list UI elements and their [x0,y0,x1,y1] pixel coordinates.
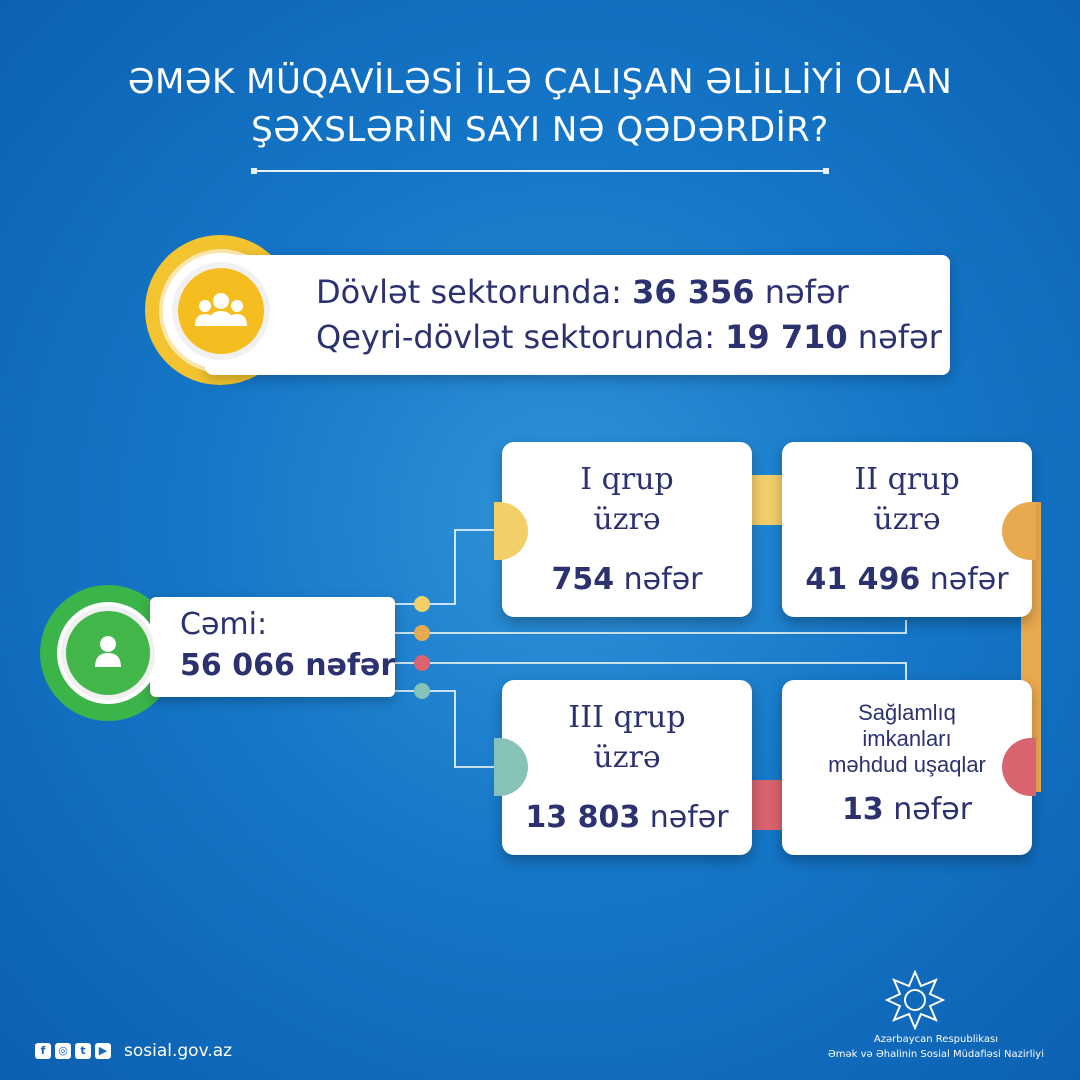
group-2-unit: nəfər [929,562,1009,597]
group-1-value: 754 [551,562,615,597]
group-people-icon [178,268,264,354]
group-4-name-line2: imkanları [862,726,952,751]
group-4-unit: nəfər [893,792,973,827]
nonstate-sector-label: Qeyri-dövlət sektorunda: [316,318,715,356]
instagram-icon[interactable]: ◎ [55,1043,71,1059]
connector-bottom-bar [752,780,782,830]
state-sector-line [316,273,849,311]
state-sector-label: Dövlət sektorunda: [316,273,622,311]
ministry-emblem-icon [885,970,945,1030]
group-2-name [782,460,1032,540]
nonstate-sector-value: 19 710 [725,318,848,356]
group-2-name-line2: üzrə [873,502,941,537]
group-3-name [502,698,752,778]
group-card-3 [502,680,752,855]
dot-group-1 [414,596,430,612]
ministry-line-1: Azərbaycan Respublikası [873,1034,998,1045]
group-3-value: 13 803 [525,800,641,835]
group-2-value-line [782,562,1032,597]
person-icon [66,611,150,695]
total-label: Cəmi: [180,607,268,642]
total-value: 56 066 nəfər [180,648,396,683]
twitter-icon[interactable]: t [75,1043,91,1059]
state-sector-value: 36 356 [632,273,755,311]
dot-group-2 [414,625,430,641]
nonstate-sector-unit: nəfər [857,318,942,356]
nonstate-sector-line [316,318,942,356]
group-3-name-line1: III qrup [568,700,686,735]
group-card-1 [502,442,752,617]
dot-group-4 [414,655,430,671]
line-group-4 [395,663,906,680]
line-group-2 [395,620,906,633]
group-card-children [782,680,1032,855]
title-line-1: ƏMƏK MÜQAVİLƏSİ İLƏ ÇALIŞAN ƏLİLLİYİ OLAN [127,62,953,102]
connector-top-bar [752,475,782,525]
group-1-name-line1: I qrup [580,462,674,497]
group-4-value: 13 [841,792,884,827]
group-1-value-line [502,562,752,597]
group-4-name-line3: məhdud uşaqlar [828,752,986,777]
dot-group-3 [414,683,430,699]
group-4-name [782,700,1032,778]
youtube-icon[interactable]: ▶ [95,1043,111,1059]
group-4-value-line [782,792,1032,827]
group-3-value-line [502,800,752,835]
group-1-unit: nəfər [623,562,703,597]
site-link[interactable]: sosial.gov.az [124,1041,233,1061]
state-sector-unit: nəfər [764,273,849,311]
title-line-2: ŞƏXSLƏRİN SAYI NƏ QƏDƏRDİR? [251,110,829,150]
group-3-name-line2: üzrə [593,740,661,775]
group-1-name-line2: üzrə [593,502,661,537]
group-2-value: 41 496 [805,562,921,597]
group-card-2 [782,442,1032,617]
group-4-name-line1: Sağlamlıq [858,700,956,725]
line-group-3 [395,691,500,767]
line-group-1 [395,530,500,604]
facebook-icon[interactable]: f [35,1043,51,1059]
ministry-line-2: Əmək və Əhalinin Sosial Müdafiəsi Nazirliyi [827,1049,1044,1060]
group-3-unit: nəfər [649,800,729,835]
group-1-name [502,460,752,540]
group-2-name-line1: II qrup [854,462,960,497]
ministry-name [828,1032,1044,1062]
social-icons [35,1043,111,1059]
